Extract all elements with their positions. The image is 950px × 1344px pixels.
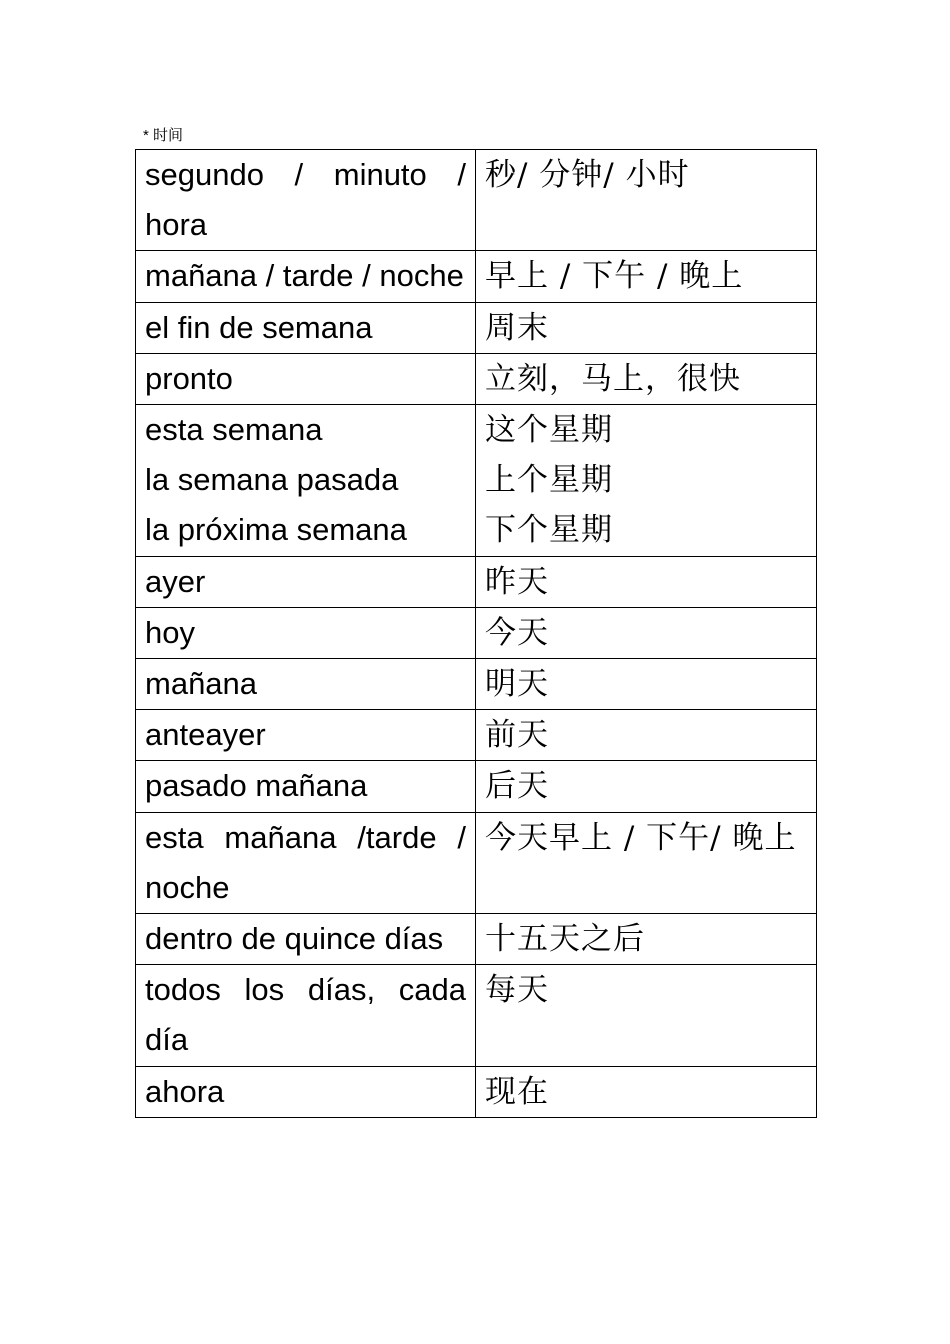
spanish-term: [136, 405, 476, 557]
spanish-term-line: esta semana: [145, 412, 323, 448]
chinese-translation: 后天: [476, 761, 817, 812]
spanish-term: dentro de quince días: [136, 914, 476, 965]
chinese-translation: 前天: [476, 710, 817, 761]
spanish-term: ahora: [136, 1066, 476, 1117]
section-heading: * 时间: [143, 127, 184, 144]
table-row: [136, 302, 817, 353]
table-row: [136, 251, 817, 302]
chinese-translation: 今天早上 / 下午/ 晚上: [476, 812, 817, 913]
spanish-term: mañana / tarde / noche: [136, 251, 476, 302]
chinese-translation: 今天: [476, 607, 817, 658]
chinese-translation: 昨天: [476, 556, 817, 607]
chinese-translation: 现在: [476, 1066, 817, 1117]
spanish-term: esta mañana /tarde / noche: [136, 812, 476, 913]
table-row: [136, 965, 817, 1066]
spanish-term: segundo / minuto / hora: [136, 150, 476, 251]
spanish-term-line: la próxima semana: [145, 512, 407, 548]
table-row: [136, 556, 817, 607]
chinese-translation-line: 上个星期: [485, 462, 613, 499]
table-row: [136, 1066, 817, 1117]
table-row: [136, 150, 817, 251]
spanish-term: mañana: [136, 659, 476, 710]
chinese-translation: 每天: [476, 965, 817, 1066]
chinese-translation-line: 下个星期: [485, 512, 613, 549]
spanish-term: todos los días, cada día: [136, 965, 476, 1066]
spanish-term: ayer: [136, 556, 476, 607]
table-row: [136, 761, 817, 812]
table-row: [136, 710, 817, 761]
spanish-term-line: la semana pasada: [145, 462, 399, 498]
chinese-translation: 秒/ 分钟/ 小时: [476, 150, 817, 251]
table-row: [136, 353, 817, 404]
chinese-translation: [476, 405, 817, 557]
table-row: [136, 405, 817, 557]
table-row: [136, 812, 817, 913]
vocabulary-table: [135, 149, 817, 1118]
table-row: [136, 659, 817, 710]
spanish-term: anteayer: [136, 710, 476, 761]
chinese-translation: 周末: [476, 302, 817, 353]
spanish-term: pasado mañana: [136, 761, 476, 812]
chinese-translation: 明天: [476, 659, 817, 710]
chinese-translation: 立刻，马上，很快: [476, 353, 817, 404]
table-row: [136, 607, 817, 658]
chinese-translation-line: 这个星期: [485, 412, 613, 449]
spanish-term: pronto: [136, 353, 476, 404]
spanish-term: el fin de semana: [136, 302, 476, 353]
spanish-term: hoy: [136, 607, 476, 658]
chinese-translation: 十五天之后: [476, 914, 817, 965]
table-row: [136, 914, 817, 965]
chinese-translation: 早上 / 下午 / 晚上: [476, 251, 817, 302]
